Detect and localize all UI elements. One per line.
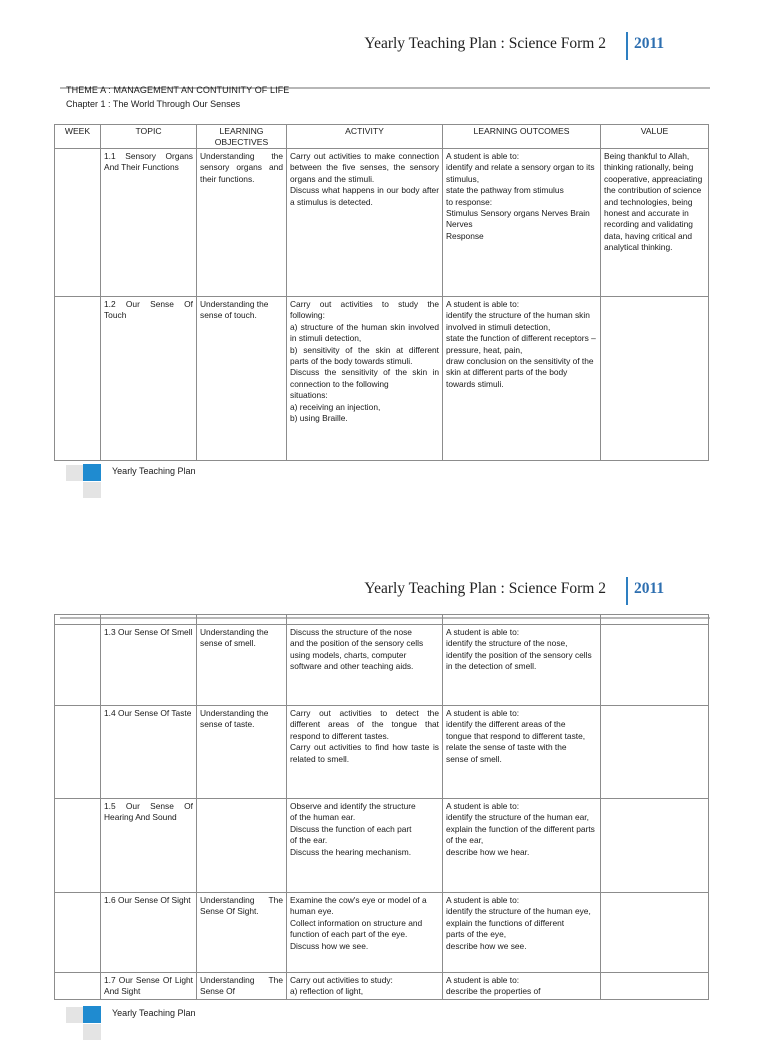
outcomes-cell: A student is able to: identify the structure of the human skin involved in stimuli detection, state the function of different receptors – pressure, heat, pain, draw conclusion on the sensitivity of the skin at different parts of the body towards stimuli. — [443, 297, 601, 461]
week-cell — [55, 973, 101, 1000]
objective-cell: Understanding The Sense Of — [197, 973, 287, 1000]
topic-cell: 1.6 Our Sense Of Sight — [101, 893, 197, 973]
activity-cell: Examine the cow's eye or model of a human eye. Collect information on structure and function of each part of the eye. Discuss how we see. — [287, 893, 443, 973]
col-activity: ACTIVITY — [287, 125, 443, 149]
week-cell — [55, 799, 101, 893]
footer-decoration — [66, 465, 83, 481]
objective-cell: Understanding the sense of smell. — [197, 625, 287, 706]
page-header — [0, 575, 710, 605]
footer-decoration — [66, 1007, 83, 1023]
table-row — [55, 149, 709, 297]
table-row — [55, 297, 709, 461]
teaching-plan-table — [54, 614, 709, 1000]
week-cell — [55, 149, 101, 297]
table-row — [55, 799, 709, 893]
table-row — [55, 893, 709, 973]
footer-decoration — [83, 482, 101, 498]
week-cell — [55, 625, 101, 706]
value-cell — [601, 706, 709, 799]
page-1 — [0, 0, 768, 520]
table-row — [55, 706, 709, 799]
activity-cell: Carry out activities to study: a) reflection of light, — [287, 973, 443, 1000]
header-year: 2011 — [634, 35, 665, 52]
activity-cell: Carry out activities to detect the different areas of the tongue that respond to different tastes. Carry out activities to find how taste is related to smell. — [287, 706, 443, 799]
value-cell — [601, 625, 709, 706]
theme-heading: THEME A : MANAGEMENT AN CONTUINITY OF LIFE — [66, 85, 290, 95]
page-footer — [66, 1006, 206, 1044]
objective-cell — [197, 799, 287, 893]
page-header — [0, 30, 710, 60]
activity-cell: Carry out activities to study the following: a) structure of the human skin involved in stimuli detection, b) sensitivity of the skin at different parts of the body towards stimuli. Discuss the sensitivity of the skin in connection to the following situations: a) receiving an injection, b) using Braille. — [287, 297, 443, 461]
value-cell — [601, 297, 709, 461]
header-cell — [443, 615, 601, 625]
outcomes-cell: A student is able to: identify the different areas of the tongue that respond to different taste, relate the sense of taste with the sense of smell. — [443, 706, 601, 799]
activity-cell: Carry out activities to make connection between the five senses, the sensory organs and the stimuli. Discuss what happens in our body after a stimulus is detected. — [287, 149, 443, 297]
teaching-plan-table — [54, 124, 709, 461]
page-2 — [0, 560, 768, 1024]
header-title: Yearly Teaching Plan : Science Form 2 — [364, 35, 606, 52]
week-cell — [55, 706, 101, 799]
objective-cell: Understanding the sensory organs and their functions. — [197, 149, 287, 297]
header-title: Yearly Teaching Plan : Science Form 2 — [364, 580, 606, 597]
table-row — [55, 973, 709, 1000]
footer-decoration — [83, 464, 101, 481]
topic-cell: 1.1 Sensory Organs And Their Functions — [101, 149, 197, 297]
objective-cell: Understanding the sense of touch. — [197, 297, 287, 461]
topic-cell: 1.3 Our Sense Of Smell — [101, 625, 197, 706]
value-cell — [601, 799, 709, 893]
col-learning-outcomes: LEARNING OUTCOMES — [443, 125, 601, 149]
outcomes-cell: A student is able to: identify and relate a sensory organ to its stimulus, state the pathway from stimulus to response: Stimulus Sensory organs Nerves Brain Nerves Response — [443, 149, 601, 297]
week-cell — [55, 893, 101, 973]
table-row — [55, 625, 709, 706]
page-footer — [66, 464, 206, 502]
outcomes-cell: A student is able to: describe the properties of — [443, 973, 601, 1000]
header-accent-bar — [626, 577, 628, 605]
header-cell — [601, 615, 709, 625]
table-header-row — [55, 615, 709, 625]
topic-cell: 1.4 Our Sense Of Taste — [101, 706, 197, 799]
table-header-row — [55, 125, 709, 149]
outcomes-cell: A student is able to: identify the structure of the nose, identify the position of the sensory cells in the detection of smell. — [443, 625, 601, 706]
value-cell — [601, 973, 709, 1000]
header-cell — [287, 615, 443, 625]
header-cell — [101, 615, 197, 625]
value-cell: Being thankful to Allah, thinking rationally, being cooperative, appreaciating the contribution of science and technologies, being honest and accurate in recording and validating data, having critical and analytical thinking. — [601, 149, 709, 297]
footer-decoration — [83, 1006, 101, 1023]
outcomes-cell: A student is able to: identify the structure of the human ear, explain the function of the different parts of the ear, describe how we hear. — [443, 799, 601, 893]
header-cell — [197, 615, 287, 625]
header-cell — [55, 615, 101, 625]
col-week: WEEK — [55, 125, 101, 149]
activity-cell: Discuss the structure of the nose and the position of the sensory cells using models, charts, computer software and other teaching aids. — [287, 625, 443, 706]
footer-decoration — [83, 1024, 101, 1040]
topic-cell: 1.7 Our Sense Of Light And Sight — [101, 973, 197, 1000]
header-accent-bar — [626, 32, 628, 60]
col-value: VALUE — [601, 125, 709, 149]
footer-label: Yearly Teaching Plan — [112, 1008, 196, 1018]
week-cell — [55, 297, 101, 461]
topic-cell: 1.5 Our Sense Of Hearing And Sound — [101, 799, 197, 893]
header-year: 2011 — [634, 580, 665, 597]
activity-cell: Observe and identify the structure of the human ear. Discuss the function of each part of the ear. Discuss the hearing mechanism. — [287, 799, 443, 893]
value-cell — [601, 893, 709, 973]
col-learning-objectives: LEARNING OBJECTIVES — [197, 125, 287, 149]
topic-cell: 1.2 Our Sense Of Touch — [101, 297, 197, 461]
footer-label: Yearly Teaching Plan — [112, 466, 196, 476]
chapter-heading: Chapter 1 : The World Through Our Senses — [66, 99, 241, 109]
col-topic: TOPIC — [101, 125, 197, 149]
objective-cell: Understanding The Sense Of Sight. — [197, 893, 287, 973]
outcomes-cell: A student is able to: identify the structure of the human eye, explain the functions of different parts of the eye, describe how we see. — [443, 893, 601, 973]
objective-cell: Understanding the sense of taste. — [197, 706, 287, 799]
